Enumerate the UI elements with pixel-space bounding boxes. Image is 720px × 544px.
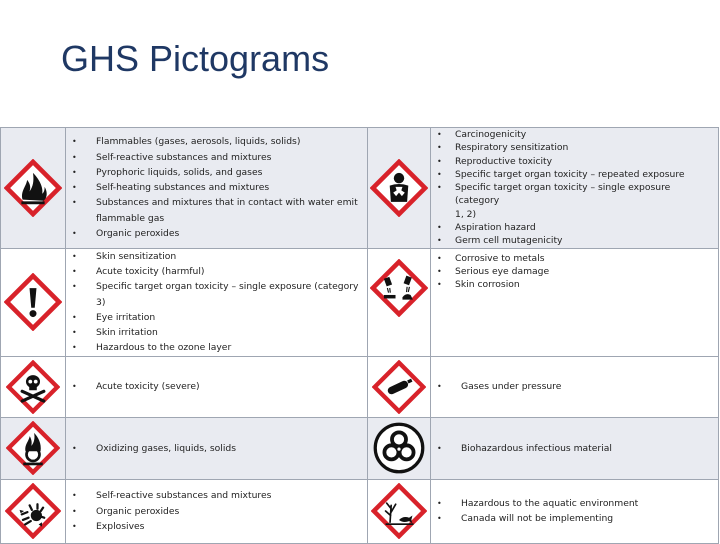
pictogram-cell	[368, 479, 431, 543]
hazard-list-cell	[431, 417, 719, 479]
list-item: • Skin sensitization	[66, 249, 361, 264]
hazard-list	[66, 441, 361, 456]
list-item: • Self-heating substances and mixtures	[66, 180, 361, 195]
list-item: • Germ cell mutagenicity	[431, 234, 712, 247]
table-row	[1, 417, 719, 479]
list-item: • Aspiration hazard	[431, 221, 712, 234]
pictogram-cell	[368, 128, 431, 249]
hazard-list	[66, 379, 361, 394]
hazard-list-cell	[431, 248, 719, 356]
pictogram-cell	[1, 356, 66, 417]
hazard-list-cell	[431, 356, 719, 417]
pictogram-cell	[1, 479, 66, 543]
list-item: • Substances and mixtures that in contact with water emit	[66, 195, 361, 210]
hazard-list-cell	[66, 248, 368, 356]
hazard-list-cell	[66, 479, 368, 543]
pictogram-table	[0, 127, 719, 544]
gas-cylinder-icon	[372, 360, 426, 414]
table-row	[1, 128, 719, 249]
list-item: • Acute toxicity (harmful)	[66, 264, 361, 279]
hazard-list	[66, 249, 361, 356]
exploding-bomb-icon	[5, 483, 61, 539]
hazard-list	[431, 128, 712, 248]
list-item: • Respiratory sensitization	[431, 141, 712, 154]
hazard-list-cell	[431, 479, 719, 543]
health-hazard-icon	[370, 159, 428, 217]
hazard-list-cell	[66, 417, 368, 479]
list-item: • Organic peroxides	[66, 226, 361, 241]
hazard-list	[66, 134, 361, 241]
list-item: 1, 2)	[455, 208, 477, 220]
list-item: • Skin corrosion	[431, 278, 712, 291]
pictogram-cell	[368, 248, 431, 356]
list-item: • Eye irritation	[66, 310, 361, 325]
table-row	[1, 356, 719, 417]
page-title: GHS Pictograms	[61, 38, 330, 79]
list-item: • Hazardous to the ozone layer	[66, 340, 361, 355]
table-row	[1, 248, 719, 356]
list-item: • Acute toxicity (severe)	[66, 379, 361, 394]
hazard-list	[431, 379, 712, 394]
list-item: • Reproductive toxicity	[431, 155, 712, 168]
list-item: • Specific target organ toxicity – single exposure (category 3)	[66, 279, 361, 310]
hazard-list-cell	[66, 356, 368, 417]
hazard-list-cell	[431, 128, 719, 249]
biohazard-icon	[372, 421, 426, 475]
list-item: • Self-reactive substances and mixtures	[66, 488, 361, 503]
list-item: • Specific target organ toxicity – single exposure (category	[431, 181, 712, 208]
hazard-list	[431, 441, 712, 456]
flame-icon	[4, 159, 62, 217]
pictogram-cell	[1, 248, 66, 356]
pictogram-cell	[368, 417, 431, 479]
hazard-list	[431, 252, 712, 292]
list-item: • Biohazardous infectious material	[431, 441, 712, 456]
environment-icon	[371, 483, 427, 539]
corrosion-icon	[370, 259, 428, 317]
list-item: • Organic peroxides	[66, 504, 361, 519]
skull-crossbones-icon	[6, 360, 60, 414]
list-item: • Corrosive to metals	[431, 252, 712, 265]
list-item: • Skin irritation	[66, 325, 361, 340]
list-item: • Gases under pressure	[431, 379, 712, 394]
hazard-list-cell	[66, 128, 368, 249]
pictogram-cell	[1, 128, 66, 249]
flame-over-circle-icon	[6, 421, 60, 475]
list-item: flammable gas	[96, 212, 165, 224]
list-item: • Pyrophoric liquids, solids, and gases	[66, 165, 361, 180]
list-item: • Specific target organ toxicity – repeated exposure	[431, 168, 712, 181]
list-item: • Flammables (gases, aerosols, liquids, solids)	[66, 134, 361, 149]
list-item: • Self-reactive substances and mixtures	[66, 150, 361, 165]
list-item: • Oxidizing gases, liquids, solids	[66, 441, 361, 456]
pictogram-cell	[368, 356, 431, 417]
pictogram-cell	[1, 417, 66, 479]
list-item: • Explosives	[66, 519, 361, 534]
list-item: • Hazardous to the aquatic environment	[431, 496, 712, 511]
exclamation-mark-icon	[4, 273, 62, 331]
list-item: • Canada will not be implementing	[431, 511, 712, 526]
hazard-list	[66, 488, 361, 534]
hazard-list	[431, 496, 712, 527]
table-row	[1, 479, 719, 543]
list-item: • Serious eye damage	[431, 265, 712, 278]
list-item: • Carcinogenicity	[431, 128, 712, 141]
